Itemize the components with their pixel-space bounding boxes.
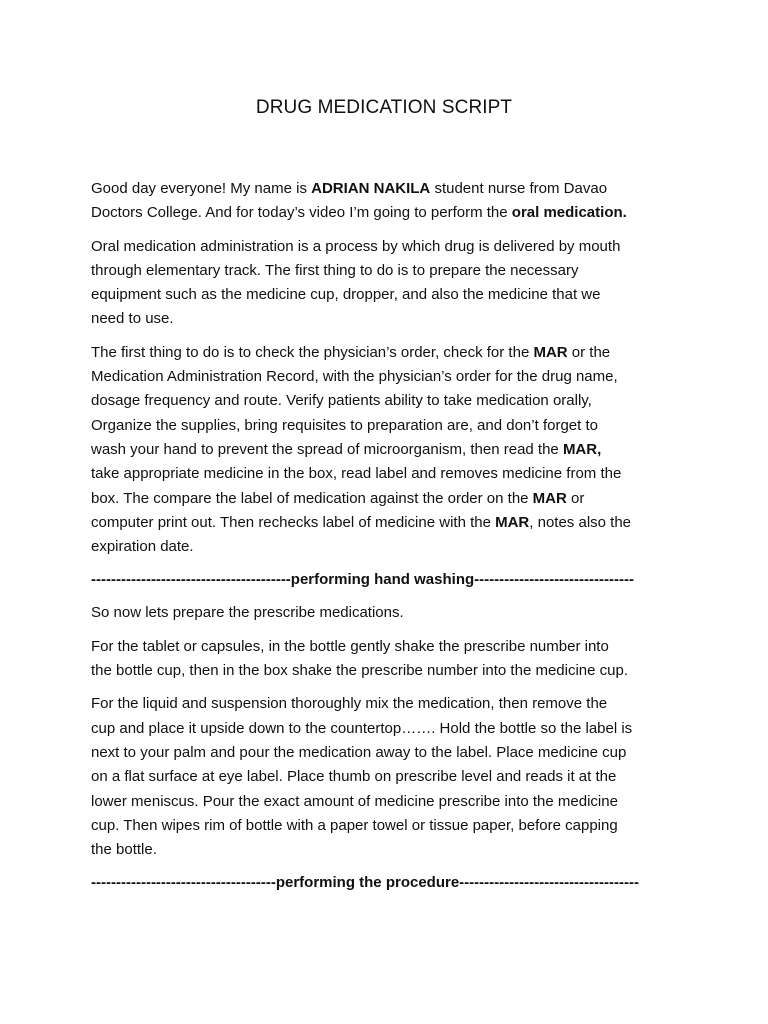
mar-term: MAR: [532, 489, 567, 507]
liquid-paragraph: [91, 692, 691, 862]
text-run: The first thing to do is to check the physician’s order, check for the: [91, 343, 534, 361]
text-line: [91, 438, 691, 462]
text-run: or the: [567, 343, 611, 361]
text-line: [91, 511, 691, 535]
section-divider-procedure: -------------------------------------performing the procedure------------------------------------: [91, 874, 639, 892]
text-line: Organize the supplies, bring requisites to preparation are, and don’t forget to: [91, 416, 598, 434]
text-run: wash your hand to prevent the spread of microorganism, then read the: [91, 440, 563, 458]
text-line: the bottle.: [91, 841, 157, 859]
tablet-paragraph: [91, 635, 691, 684]
text-line: next to your palm and pour the medication away to the label. Place medicine cup: [91, 743, 627, 761]
student-name: ADRIAN NAKILA: [311, 180, 431, 197]
text-line: cup and place it upside down to the countertop……. Hold the bottle so the label is: [91, 719, 633, 737]
intro-paragraph: [91, 177, 691, 226]
text-line: [91, 177, 691, 201]
text-run: Good day everyone! My name is: [91, 180, 312, 197]
text-line: [91, 487, 691, 511]
text-run: box. The compare the label of medication against the order on the: [91, 489, 533, 507]
document-title: DRUG MEDICATION SCRIPT: [255, 97, 513, 118]
text-line: So now lets prepare the prescribe medications.: [91, 604, 404, 622]
steps-paragraph: [91, 341, 691, 560]
text-run: Doctors College. And for today’s video I’m going to perform the: [91, 204, 512, 222]
text-line: For the tablet or capsules, in the bottle gently shake the prescribe number into: [91, 637, 609, 655]
text-line: the bottle cup, then in the box shake the prescribe number into the medicine cup.: [91, 662, 628, 680]
text-line: [91, 201, 691, 225]
text-line: [91, 341, 691, 365]
text-line: Oral medication administration is a process by which drug is delivered by mouth: [91, 237, 621, 255]
text-run: or: [566, 489, 585, 507]
mar-term: MAR,: [562, 440, 602, 458]
text-line: dosage frequency and route. Verify patients ability to take medication orally,: [91, 392, 592, 410]
prepare-paragraph: [91, 601, 691, 625]
text-run: student nurse from Davao: [430, 180, 608, 197]
text-line: on a flat surface at eye label. Place thumb on prescribe level and reads it at the: [91, 768, 617, 786]
text-run: , notes also the: [529, 513, 632, 531]
text-line: take appropriate medicine in the box, read label and removes medicine from the: [91, 465, 622, 483]
text-line: lower meniscus. Pour the exact amount of medicine prescribe into the medicine: [91, 792, 618, 810]
text-line: need to use.: [91, 310, 174, 328]
text-line: cup. Then wipes rim of bottle with a paper towel or tissue paper, before capping: [91, 816, 618, 834]
text-line: For the liquid and suspension thoroughly mix the medication, then remove the: [91, 695, 608, 713]
text-run: computer print out. Then rechecks label of medicine with the: [91, 513, 496, 531]
section-divider-hand-washing: ----------------------------------------performing hand washing--------------------------------: [91, 571, 634, 589]
text-line: expiration date.: [91, 538, 194, 556]
mar-term: MAR: [495, 513, 530, 531]
text-line: equipment such as the medicine cup, dropper, and also the medicine that we: [91, 286, 601, 304]
procedure-name: oral medication.: [511, 204, 627, 222]
text-line: through elementary track. The first thing to do is to prepare the necessary: [91, 261, 579, 279]
text-line: Medication Administration Record, with the physician’s order for the drug name,: [91, 368, 618, 386]
definition-paragraph: [91, 235, 691, 332]
mar-term: MAR: [533, 343, 568, 361]
document-body: [91, 177, 691, 904]
